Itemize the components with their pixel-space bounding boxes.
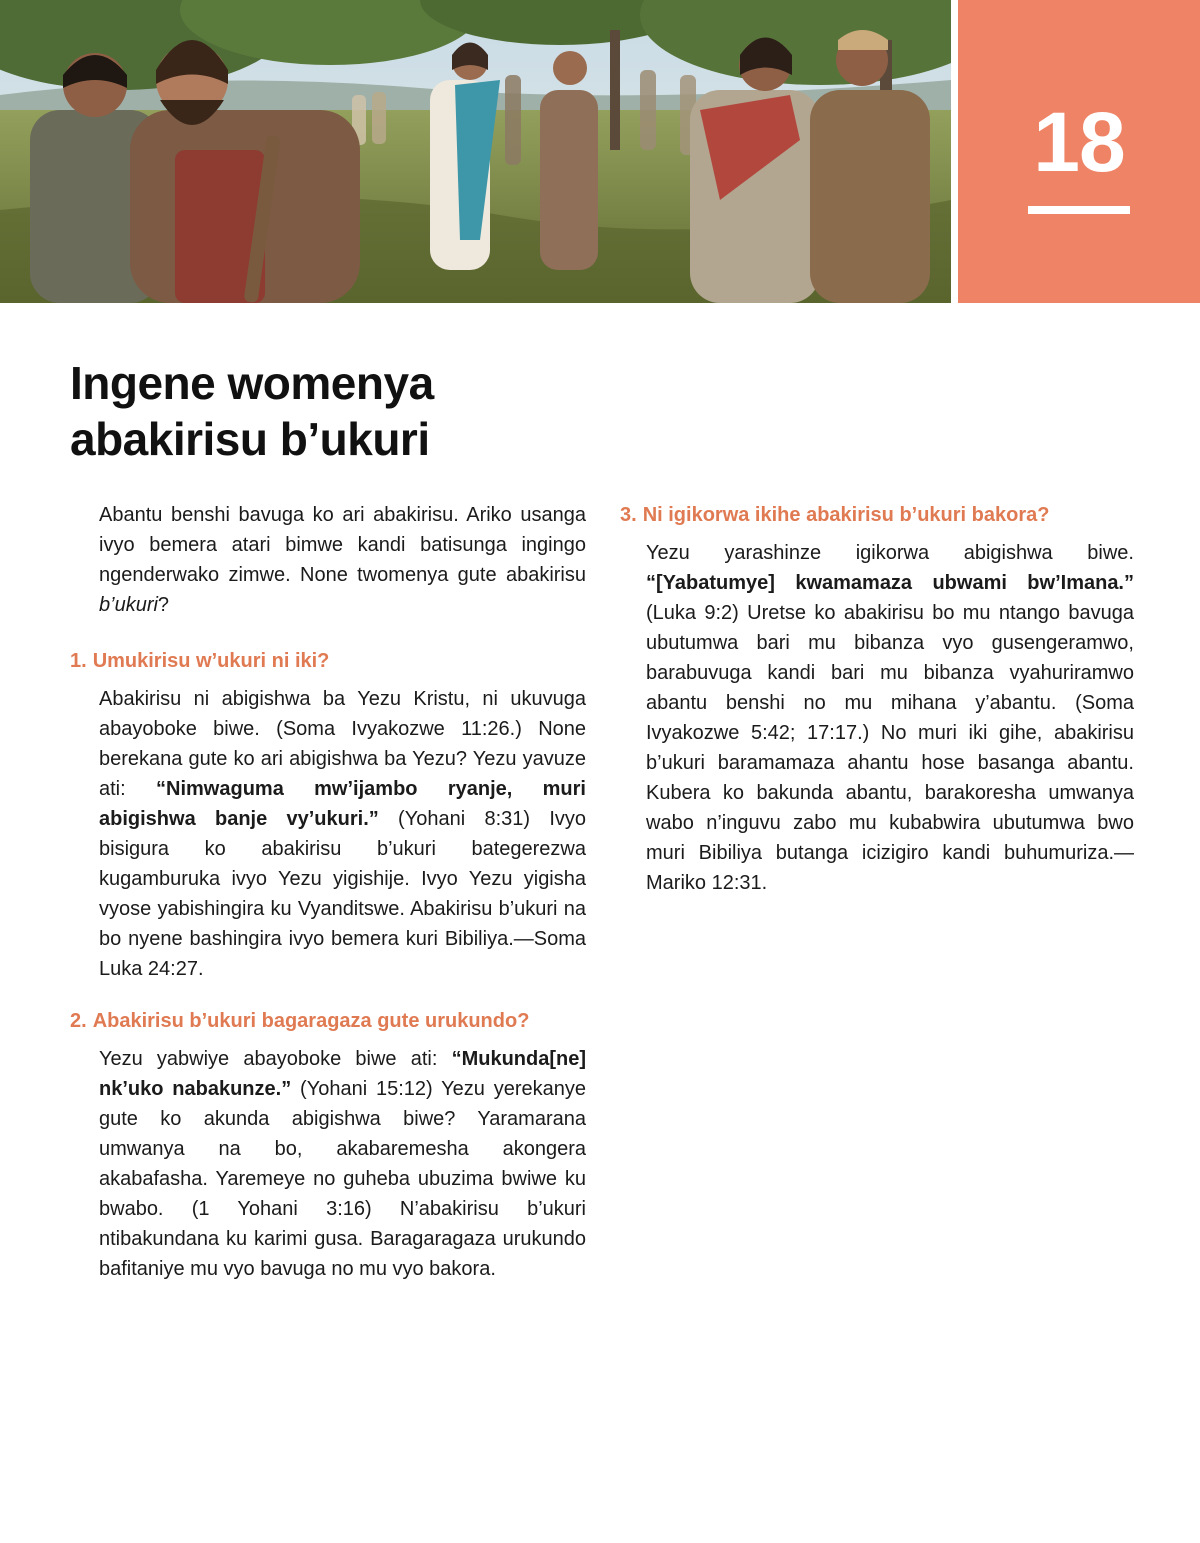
- section-2-number: 2.: [70, 1010, 87, 1032]
- page-title: [70, 355, 434, 467]
- section-1: [70, 646, 586, 984]
- hero-illustration: [0, 0, 951, 303]
- section-1-quote: “Nimwaguma mw’ijambo ryanje, muri abigishwa banje vy’ukuri.”: [99, 778, 586, 830]
- section-2-question: 2. Abakirisu b’ukuri bagaragaza gute urukundo?: [70, 1010, 530, 1032]
- intro-paragraph: Abantu benshi bavuga ko ari abakirisu. Ariko usanga ivyo bemera atari bimwe kandi batisunga ingingo ngenderwako zimwe. None twomenya gute abakirisu b’ukuri?: [99, 504, 586, 616]
- chapter-number: 18: [1033, 95, 1125, 189]
- section-3-question: 3. Ni igikorwa ikihe abakirisu b’ukuri bakora?: [620, 504, 1050, 526]
- right-column: [620, 500, 1134, 898]
- section-2: [70, 1006, 586, 1284]
- section-2-quote: “Mukunda[ne] nk’uko nabakunze.”: [99, 1048, 586, 1100]
- title-line-2: abakirisu b’ukuri: [70, 413, 430, 465]
- section-1-question: 1. Umukirisu w’ukuri ni iki?: [70, 650, 330, 672]
- chapter-box: [958, 0, 1200, 303]
- section-3: [620, 500, 1134, 898]
- section-3-paragraph: Yezu yarashinze igikorwa abigishwa biwe. “[Yabatumye] kwamamaza ubwami bw’Imana.” (Luka 9:2) Uretse ko abakirisu bo mu ntango bavuga ubutumwa bari mu bibanza vyo gusengeramwo, barabuvuga kandi bari mu bibanza vyahuriramwo abantu benshi no mu mihana y’abantu. (Soma Ivyakozwe 5:42; 17:17.) No muri iki gihe, abakirisu b’ukuri baramamaza ahantu hose basanga abantu. Kubera ko bakunda abantu, barakoresha umwanya wabo n’inguvu zabo mu kubabwira ubutumwa bwo muri Bibiliya butanga icizigiro kandi buhumuriza.—Mariko 12:31.: [646, 542, 1134, 894]
- section-3-number: 3.: [620, 504, 637, 526]
- left-column: [70, 500, 586, 1284]
- chapter-underline: [1028, 206, 1130, 214]
- title-line-1: Ingene womenya: [70, 357, 434, 409]
- section-1-paragraph: Abakirisu ni abigishwa ba Yezu Kristu, ni ukuvuga abayoboke biwe. (Soma Ivyakozwe 11:26.) None berekana gute ko ari abigishwa ba Yezu? Yezu yavuze ati: “Nimwaguma mw’ijambo ryanje, muri abigishwa banje vy’ukuri.” (Yohani 8:31) Ivyo bisigura ko abakirisu b’ukuri bategerezwa kugamburuka ivyo Yezu yigishije. Ivyo Yezu yigisha vyose yabishingira ku Vyanditswe. Abakirisu b’ukuri na bo nyene bashingira ivyo bemera kuri Bibiliya.—Soma Luka 24:27.: [99, 688, 586, 980]
- section-3-quote: “[Yabatumye] kwamamaza ubwami bw’Imana.”: [646, 572, 1134, 594]
- section-2-paragraph: Yezu yabwiye abayoboke biwe ati: “Mukunda[ne] nk’uko nabakunze.” (Yohani 15:12) Yezu yerekanye gute ko akunda abigishwa biwe? Yaramarana umwanya na bo, akabaremesha akongera akabafasha. Yaremeye no guheba ubuzima bwiwe ku bwabo. (1 Yohani 3:16) N’abakirisu b’ukuri ntibakundana ku karimi gusa. Baragaragaza urukundo bafitaniye mu vyo bavuga no mu vyo bakora.: [99, 1048, 586, 1280]
- section-1-number: 1.: [70, 650, 87, 672]
- intro-emphasis: b’ukuri: [99, 594, 158, 616]
